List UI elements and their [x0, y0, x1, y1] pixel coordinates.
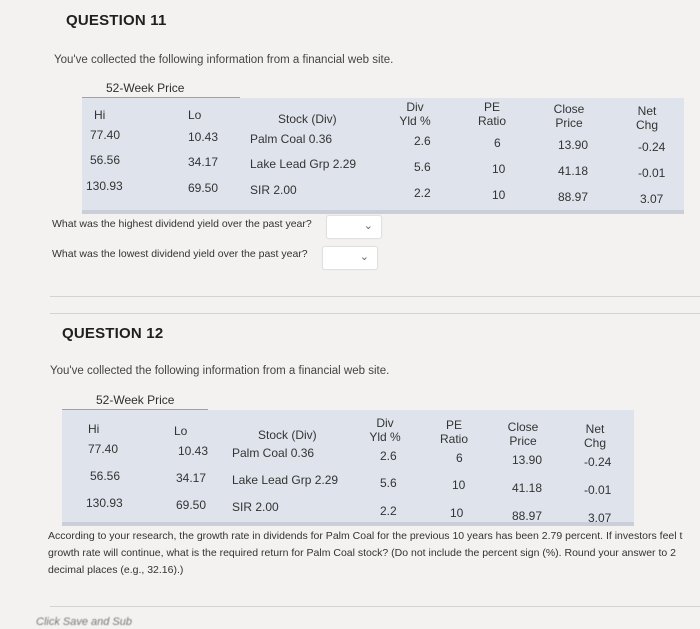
- highest-yield-select[interactable]: [326, 215, 382, 239]
- question-12-paragraph-line-2: growth rate will continue, what is the required return for Palm Coal stock? (Do not include the percent sign (%). Round your answer to 2: [48, 547, 676, 559]
- header-lo: Lo: [188, 108, 202, 122]
- table-cell: -0.24: [638, 140, 666, 154]
- table-cell: 6: [494, 136, 501, 150]
- header-close-price: Close Price: [553, 102, 585, 130]
- table-cell: Palm Coal 0.36: [250, 132, 333, 146]
- table-cell: 77.40: [88, 442, 119, 456]
- table-cell: -0.01: [584, 483, 612, 497]
- table-cell: 2.6: [414, 134, 431, 148]
- week-price-label: 52-Week Price: [62, 393, 208, 411]
- header-div-yld: Div Yld %: [399, 100, 431, 128]
- table-cell: Palm Coal 0.36: [232, 446, 315, 460]
- click-save-submit-text: Click Save and Sub: [36, 616, 132, 628]
- question-12-paragraph-line-1: According to your research, the growth rate in dividends for Palm Coal for the previous 10 years has been 2.79 percent. If investors feel t: [48, 530, 683, 542]
- question-highest-yield: What was the highest dividend yield over the past year?: [52, 218, 312, 230]
- table-cell: 77.40: [90, 128, 121, 142]
- table-cell: 56.56: [90, 469, 121, 483]
- divider: [50, 313, 700, 314]
- header-div-yld: Div Yld %: [369, 416, 401, 444]
- table-cell: 10.43: [178, 444, 209, 458]
- table-cell: 41.18: [512, 481, 543, 495]
- table-cell: Lake Lead Grp 2.29: [250, 157, 357, 171]
- question-11-title: QUESTION 11: [66, 12, 167, 29]
- table-cell: 10.43: [188, 130, 219, 144]
- header-pe-ratio: PE Ratio: [477, 100, 506, 128]
- table-cell: 13.90: [558, 138, 589, 152]
- table-cell: 88.97: [558, 190, 589, 204]
- question-12-intro: You've collected the following information from a financial web site.: [50, 365, 390, 377]
- question-12-paragraph-line-3: decimal places (e.g., 32.16).): [48, 564, 184, 576]
- header-net-chg: Net Chg: [583, 422, 606, 450]
- table-cell: 6: [456, 451, 463, 465]
- table-cell: 2.2: [380, 504, 397, 518]
- header-pe-ratio: PE Ratio: [439, 418, 468, 446]
- table-cell: 13.90: [512, 453, 543, 467]
- table-cell: 3.07: [640, 192, 664, 206]
- table-cell: -0.24: [584, 455, 612, 469]
- table-cell: 5.6: [380, 476, 397, 490]
- header-hi: Hi: [94, 108, 106, 122]
- table-cell: 2.6: [380, 449, 397, 463]
- divider: [50, 606, 700, 607]
- table-cell: 41.18: [558, 164, 589, 178]
- header-net-chg: Net Chg: [635, 104, 658, 132]
- divider: [50, 296, 700, 297]
- table-cell: SIR 2.00: [250, 183, 297, 197]
- table-cell: 69.50: [176, 498, 207, 512]
- table-cell: -0.01: [638, 166, 666, 180]
- table-cell: 69.50: [188, 181, 219, 195]
- table-cell: 10: [492, 162, 506, 176]
- table-cell: 34.17: [188, 155, 219, 169]
- question-lowest-yield: What was the lowest dividend yield over the past year?: [52, 248, 308, 260]
- table-cell: 130.93: [86, 179, 123, 193]
- table-cell: Lake Lead Grp 2.29: [232, 473, 339, 487]
- chevron-down-icon: ⌄: [363, 220, 373, 232]
- lowest-yield-select[interactable]: [322, 246, 378, 270]
- question-12-title: QUESTION 12: [62, 325, 164, 342]
- table-cell: 5.6: [414, 160, 431, 174]
- header-close-price: Close Price: [507, 420, 539, 448]
- header-hi: Hi: [88, 422, 100, 436]
- table-cell: 56.56: [90, 153, 121, 167]
- table-cell: SIR 2.00: [232, 500, 279, 514]
- week-price-label: 52-Week Price: [82, 81, 240, 99]
- stock-table-q11: [82, 98, 684, 214]
- table-cell: 2.2: [414, 186, 431, 200]
- header-stock: Stock (Div): [258, 428, 317, 442]
- table-cell: 10: [492, 188, 506, 202]
- table-cell: 130.93: [86, 496, 123, 510]
- table-cell: 3.07: [588, 511, 612, 525]
- question-11-intro: You've collected the following information from a financial web site.: [54, 54, 394, 66]
- table-cell: 10: [450, 506, 464, 520]
- header-lo: Lo: [174, 424, 188, 438]
- table-cell: 88.97: [512, 509, 543, 523]
- stock-table-q12: [62, 410, 634, 526]
- table-cell: 34.17: [176, 471, 207, 485]
- chevron-down-icon: ⌄: [359, 251, 369, 263]
- header-stock: Stock (Div): [278, 112, 337, 126]
- table-cell: 10: [452, 478, 466, 492]
